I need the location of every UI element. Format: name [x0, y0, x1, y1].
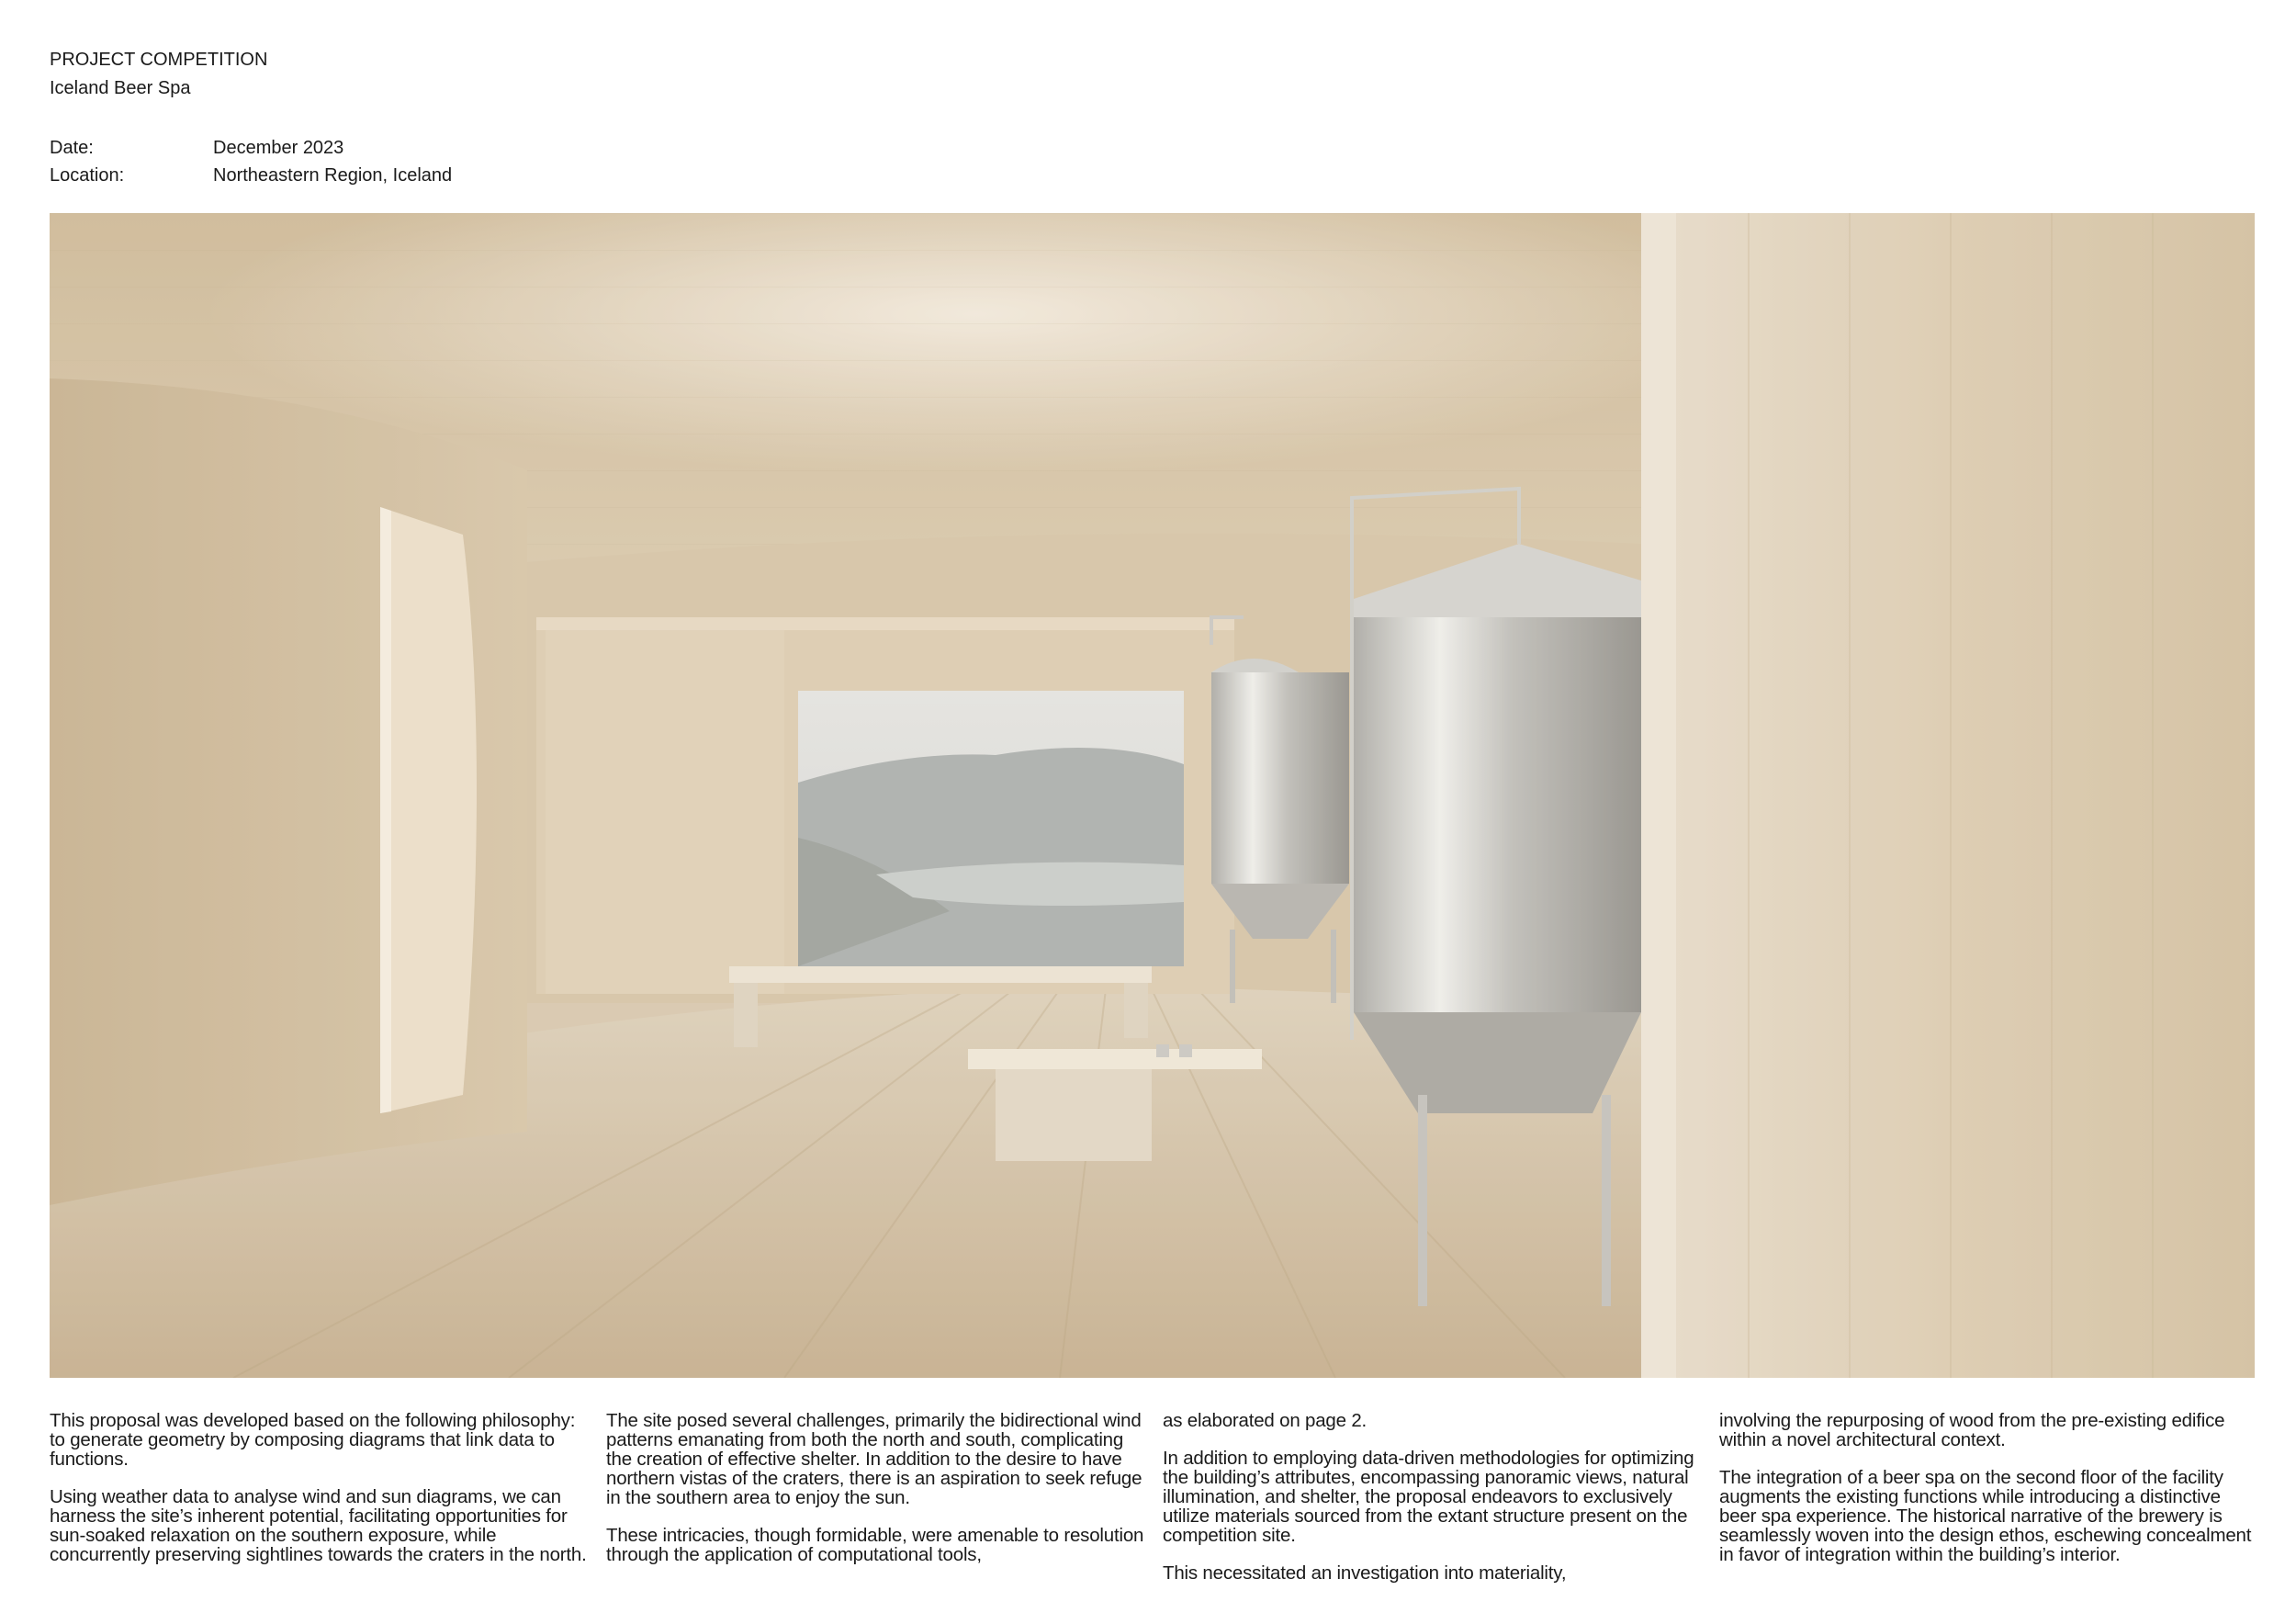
body-text [50, 1411, 2255, 1595]
text-column-3 [1163, 1411, 1701, 1601]
date-label: Date: [50, 138, 94, 158]
text-column-1 [50, 1411, 588, 1583]
col4-paragraph-1: involving the repurposing of wood from the pre-existing edifice within a novel architectural context. [1719, 1410, 2225, 1450]
date-value: December 2023 [213, 138, 344, 158]
project-meta [50, 134, 452, 189]
col1-paragraph-2: Using weather data to analyse wind and sun diagrams, we can harness the site’s inherent potential, facilitating opportunities for sun-soaked relaxation on the southern exposure, while concurrently preserving sightlines towards the craters in the north. [50, 1486, 587, 1565]
header [50, 46, 267, 103]
col3-paragraph-3: This necessitated an investigation into materiality, [1163, 1562, 1567, 1584]
col3-paragraph-1: as elaborated on page 2. [1163, 1410, 1367, 1431]
col3-paragraph-2: In addition to employing data-driven methodologies for optimizing the building’s attributes, encompassing panoramic views, natural illumination, and shelter, the proposal endeavors to exclusively utilize materials sourced from the extant structure present on the competition site. [1163, 1448, 1694, 1546]
rendering-svg [50, 213, 2255, 1378]
text-column-4 [1719, 1411, 2257, 1583]
interior-rendering [50, 213, 2255, 1378]
location-label: Location: [50, 165, 125, 186]
project-title: Iceland Beer Spa [50, 78, 191, 98]
col1-paragraph-1: This proposal was developed based on the following philosophy: to generate geometry by composing diagrams that link data to functions. [50, 1410, 576, 1470]
location-row [50, 162, 452, 189]
col4-paragraph-2: The integration of a beer spa on the second floor of the facility augments the existing functions while introducing a distinctive beer spa experience. The historical narrative of the brewery is seamlessly woven into the design ethos, eschewing concealment in favor of integration within the building’s interior. [1719, 1467, 2252, 1565]
project-category: PROJECT COMPETITION [50, 50, 268, 70]
col2-paragraph-1: The site posed several challenges, primarily the bidirectional wind patterns emanating from both the north and south, complicating the creation of effective shelter. In addition to the desire to have northern vistas of the craters, there is an aspiration to seek refuge in the southern area to enjoy the sun. [606, 1410, 1142, 1508]
date-row [50, 134, 452, 162]
text-column-2 [606, 1411, 1144, 1583]
col2-paragraph-2: These intricacies, though formidable, were amenable to resolution through the application of computational tools, [606, 1525, 1144, 1565]
location-value: Northeastern Region, Iceland [213, 165, 453, 186]
